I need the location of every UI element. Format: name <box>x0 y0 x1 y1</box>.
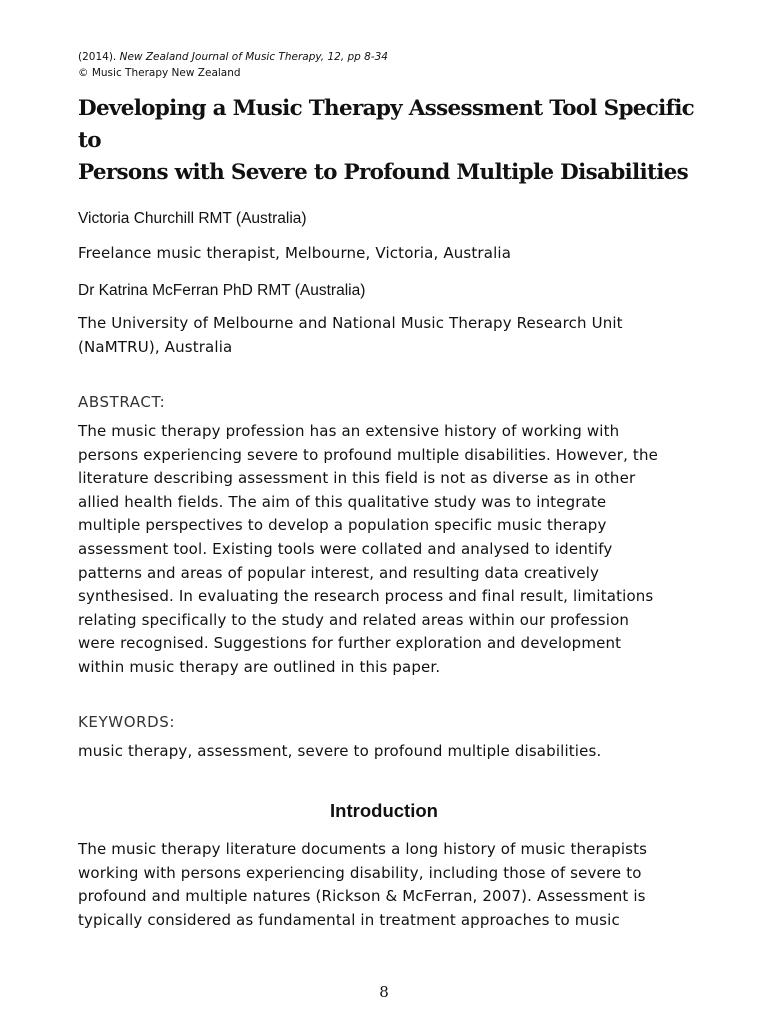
author-affiliation <box>78 312 698 359</box>
abstract-line: allied health fields. The aim of this qualitative study was to integrate <box>78 492 607 511</box>
copyright-line: © Music Therapy New Zealand <box>78 67 241 79</box>
abstract-line: The music therapy profession has an extensive history of working with <box>78 422 620 440</box>
abstract-line: assessment tool. Existing tools were collated and analysed to identify <box>78 539 613 558</box>
abstract-line: patterns and areas of popular interest, and resulting data creatively <box>78 563 600 582</box>
introduction-text <box>78 838 698 932</box>
affiliation-line: Freelance music therapist, Melbourne, Victoria, Australia <box>78 244 512 262</box>
title-line: Developing a Music Therapy Assessment Tool Specific to <box>78 96 695 153</box>
affiliation-line: (NaMTRU), Australia <box>78 337 233 356</box>
introduction-heading: Introduction <box>330 800 438 821</box>
abstract-line: relating specifically to the study and related areas within our profession <box>78 610 630 629</box>
abstract-label: ABSTRACT: <box>78 393 166 411</box>
abstract-line: persons experiencing severe to profound multiple disabilities. However, the <box>78 445 658 464</box>
introduction-line: working with persons experiencing disability, including those of severe to <box>78 863 642 882</box>
keywords-line: music therapy, assessment, severe to profound multiple disabilities. <box>78 742 602 760</box>
citation-line <box>78 49 388 65</box>
introduction-line: typically considered as fundamental in treatment approaches to music <box>78 910 620 929</box>
abstract-text <box>78 420 698 680</box>
introduction-line: The music therapy literature documents a long history of music therapists <box>78 840 648 858</box>
title-line: Persons with Severe to Profound Multiple Disabilities <box>78 160 689 185</box>
keywords-text <box>78 740 698 764</box>
abstract-line: within music therapy are outlined in this paper. <box>78 657 441 676</box>
abstract-line: multiple perspectives to develop a population specific music therapy <box>78 516 607 535</box>
abstract-line: were recognised. Suggestions for further exploration and development <box>78 634 622 653</box>
article-title <box>78 93 718 189</box>
abstract-line: synthesised. In evaluating the research process and final result, limitations <box>78 587 654 606</box>
citation-year: (2014). <box>78 51 120 63</box>
introduction-line: profound and multiple natures (Rickson & McFerran, 2007). Assessment is <box>78 887 646 906</box>
author-name: Dr Katrina McFerran PhD RMT (Australia) <box>78 282 366 299</box>
page-number: 8 <box>379 983 389 1001</box>
keywords-label: KEYWORDS: <box>78 713 176 731</box>
citation-journal: New Zealand Journal of Music Therapy, 12, pp 8-34 <box>119 51 388 63</box>
author-affiliation <box>78 242 698 266</box>
author-name: Victoria Churchill RMT (Australia) <box>78 210 307 227</box>
affiliation-line: The University of Melbourne and National Music Therapy Research Unit <box>78 314 623 332</box>
abstract-line: literature describing assessment in this field is not as diverse as in other <box>78 469 636 488</box>
